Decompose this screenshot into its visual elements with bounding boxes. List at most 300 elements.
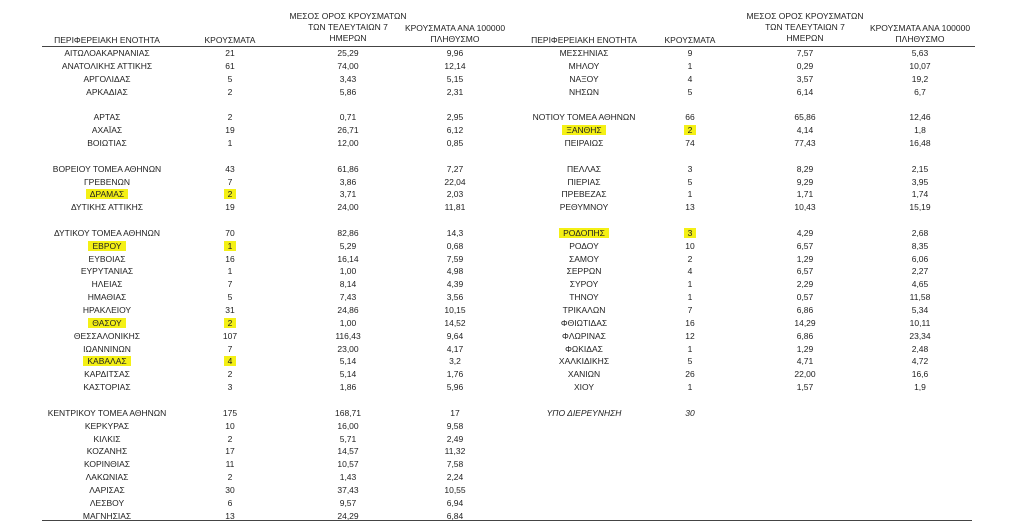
cell-region [519, 343, 649, 355]
table-row [0, 317, 1034, 329]
cell-avg7 [283, 433, 413, 445]
cell-per100k-text: 7,58 [446, 459, 464, 470]
cell-per100k-text: 10,07 [909, 60, 931, 71]
cell-per100k-text: 9,96 [446, 48, 464, 58]
right-header-avg7-line1: ΜΕΣΟΣ ΟΡΟΣ ΚΡΟΥΣΜΑΤΩΝ [746, 11, 864, 21]
cell-region-text: ΣΑΜΟΥ [568, 253, 599, 264]
cell-cases-text: 2 [224, 189, 237, 199]
cell-region [519, 60, 649, 72]
cell-region-text: ΤΡΙΚΑΛΩΝ [562, 305, 606, 315]
cell-region [42, 471, 172, 483]
cell-cases [655, 176, 725, 188]
cell-cases-text: 43 [225, 163, 235, 174]
cell-avg7-text: 7,57 [796, 48, 814, 58]
cell-per100k [395, 445, 515, 457]
cell-avg7 [740, 176, 870, 188]
cell-avg7-text: 9,29 [796, 176, 814, 187]
cell-avg7-text: 14,29 [794, 317, 816, 328]
cell-per100k [395, 484, 515, 496]
cell-avg7-text: 6,14 [796, 86, 814, 97]
cell-region [519, 86, 649, 98]
cell-region-text: ΠΕΙΡΑΙΩΣ [564, 137, 604, 148]
cell-cases-text: 19 [225, 202, 235, 213]
cell-per100k-text: 2,48 [911, 343, 929, 354]
table-row [0, 420, 1034, 432]
cell-cases-text: 2 [224, 318, 237, 328]
cell-avg7-text: 77,43 [794, 137, 816, 148]
cell-avg7-text: 3,57 [796, 73, 814, 84]
cell-cases-text: 6 [227, 497, 233, 508]
cell-cases [655, 240, 725, 252]
cell-per100k [860, 317, 980, 329]
cell-cases-text: 2 [227, 86, 233, 97]
cell-cases [655, 355, 725, 367]
cell-avg7-text: 10,43 [794, 202, 816, 213]
cell-region-text: ΑΡΤΑΣ [93, 112, 121, 123]
cell-cases [655, 343, 725, 355]
cell-avg7 [740, 227, 870, 239]
cell-avg7-text: 3,86 [339, 176, 357, 187]
cell-region [519, 163, 649, 175]
cell-per100k-text: 23,34 [909, 330, 931, 341]
cell-avg7-text: 24,29 [337, 510, 359, 521]
cell-per100k-text: 9,58 [446, 420, 464, 431]
cell-avg7-text: 10,57 [337, 459, 359, 470]
cell-per100k-text: 2,03 [446, 189, 464, 200]
cell-cases [655, 407, 725, 419]
cell-cases-text: 1 [687, 279, 693, 290]
cell-per100k-text: 3,95 [911, 176, 929, 187]
cell-region [519, 265, 649, 277]
cell-avg7 [740, 291, 870, 303]
cell-cases-text: 7 [227, 343, 233, 354]
cell-cases-text: 2 [227, 433, 233, 444]
cell-cases [655, 368, 725, 380]
cell-avg7-text: 6,57 [796, 266, 814, 277]
cell-avg7-text: 16,14 [337, 253, 359, 264]
cell-per100k-text: 7,59 [446, 253, 464, 264]
cell-per100k-text: 2,27 [911, 266, 929, 277]
cell-per100k-text: 10,11 [909, 317, 931, 328]
cell-avg7 [283, 471, 413, 483]
cell-region [42, 497, 172, 509]
cell-region-text: ΔΡΑΜΑΣ [86, 189, 128, 199]
cell-avg7 [740, 188, 870, 200]
cell-cases [195, 471, 265, 483]
cell-per100k-text: 2,49 [446, 433, 464, 444]
cell-per100k-text: 0,85 [446, 137, 464, 148]
cell-region [519, 240, 649, 252]
cell-region-text: ΗΜΑΘΙΑΣ [87, 292, 127, 303]
table-row [0, 433, 1034, 445]
cell-avg7-text: 0,71 [339, 112, 357, 123]
cell-avg7 [740, 355, 870, 367]
cell-avg7-text: 1,43 [339, 472, 357, 483]
cell-per100k [860, 163, 980, 175]
cell-per100k [860, 240, 980, 252]
cell-region [42, 420, 172, 432]
cell-per100k-text: 9,64 [446, 330, 464, 341]
cell-per100k-text: 2,95 [446, 112, 464, 123]
cell-cases-text: 31 [225, 305, 235, 315]
cell-avg7 [740, 330, 870, 342]
cell-cases-text: 1 [687, 60, 693, 71]
cell-per100k-text: 2,24 [446, 472, 464, 483]
cell-cases-text: 1 [227, 137, 233, 148]
cell-region [519, 201, 649, 213]
cell-per100k [860, 47, 980, 59]
cell-avg7 [740, 124, 870, 136]
right-header-avg7-line2: ΤΩΝ ΤΕΛΕΥΤΑΙΩΝ 7 [765, 22, 845, 32]
cell-avg7-text: 5,29 [339, 240, 357, 251]
table-row [0, 137, 1034, 149]
cell-region-text: ΗΡΑΚΛΕΙΟΥ [82, 305, 132, 315]
cell-region-text: ΒΟΡΕΙΟΥ ΤΟΜΕΑ ΑΘΗΝΩΝ [52, 163, 162, 174]
cell-per100k [395, 471, 515, 483]
cell-per100k [860, 304, 980, 316]
cell-region-text: ΡΟΔΟΠΗΣ [559, 228, 609, 238]
cell-per100k [860, 343, 980, 355]
table-row [0, 60, 1034, 72]
cell-cases-text: 4 [687, 73, 693, 84]
cell-avg7-text: 0,57 [796, 292, 814, 303]
cell-per100k-text: 5,34 [911, 305, 929, 315]
cell-per100k-text: 15,19 [909, 202, 931, 213]
cell-per100k [860, 381, 980, 393]
cell-avg7-text: 9,57 [339, 497, 357, 508]
cell-avg7 [283, 484, 413, 496]
cell-cases-text: 7 [687, 305, 693, 315]
cell-avg7-text: 14,57 [337, 446, 359, 457]
cell-cases-text: 7 [227, 279, 233, 290]
cell-per100k-text: 4,17 [446, 343, 464, 354]
cell-region-text: ΚΕΡΚΥΡΑΣ [84, 420, 130, 431]
cell-region-text: ΧΙΟΥ [573, 382, 595, 393]
cell-cases [655, 73, 725, 85]
table-row [0, 111, 1034, 123]
cell-avg7-text: 5,86 [339, 86, 357, 97]
cell-per100k-text: 14,52 [444, 317, 466, 328]
cell-cases [655, 317, 725, 329]
cell-region-text: ΝΗΣΩΝ [568, 86, 600, 97]
cell-avg7-text: 4,71 [796, 356, 814, 367]
cell-region-text: ΛΑΚΩΝΙΑΣ [85, 472, 129, 483]
cell-per100k [860, 330, 980, 342]
cell-region [42, 445, 172, 457]
cell-per100k [860, 137, 980, 149]
cell-cases-text: 30 [225, 484, 235, 495]
cell-cases-text: 30 [685, 407, 695, 418]
table-row [0, 240, 1034, 252]
cell-cases-text: 2 [227, 472, 233, 483]
cell-per100k-text: 6,84 [446, 510, 464, 521]
table-row [0, 227, 1034, 239]
cell-per100k [395, 420, 515, 432]
cell-region-text: ΚΟΖΑΝΗΣ [86, 446, 128, 457]
table-row [0, 304, 1034, 316]
cell-avg7-text: 0,29 [796, 60, 814, 71]
cell-avg7 [740, 201, 870, 213]
left-header-cases: ΚΡΟΥΣΜΑΤΑ [204, 35, 256, 45]
cell-avg7 [740, 47, 870, 59]
cell-region [519, 253, 649, 265]
cell-cases-text: 11 [225, 459, 235, 470]
cell-avg7 [740, 86, 870, 98]
cell-avg7-text: 16,00 [337, 420, 359, 431]
table-row [0, 73, 1034, 85]
cell-avg7-text: 23,00 [337, 343, 359, 354]
cell-per100k [395, 458, 515, 470]
cell-per100k-text: 2,68 [911, 227, 929, 238]
cell-cases-text: 13 [685, 202, 695, 213]
cell-avg7 [740, 73, 870, 85]
cell-avg7-text: 1,00 [339, 317, 357, 328]
cell-cases-text: 5 [687, 176, 693, 187]
cell-cases-text: 107 [222, 330, 238, 341]
cell-cases-text: 74 [685, 137, 695, 148]
cell-cases-text: 1 [687, 292, 693, 303]
cell-cases [655, 381, 725, 393]
cell-cases [195, 433, 265, 445]
table-row [0, 291, 1034, 303]
cell-avg7 [740, 368, 870, 380]
cell-region [519, 330, 649, 342]
cell-avg7-text: 74,00 [337, 60, 359, 71]
cell-cases-text: 5 [227, 292, 233, 303]
table-row [0, 407, 1034, 419]
cell-region [519, 407, 649, 419]
table-row [0, 445, 1034, 457]
cell-cases [655, 253, 725, 265]
table-row [0, 201, 1034, 213]
table-row [0, 471, 1034, 483]
cell-region [42, 484, 172, 496]
cell-region-text: ΑΡΓΟΛΙΔΑΣ [83, 73, 131, 84]
cell-region-text: ΥΠΟ ΔΙΕΡΕΥΝΗΣΗ [546, 407, 622, 418]
cell-region-text: ΙΩΑΝΝΙΝΩΝ [83, 343, 131, 354]
cell-cases-text: 66 [685, 112, 695, 123]
cell-cases-text: 5 [227, 73, 233, 84]
cell-per100k [860, 201, 980, 213]
cell-avg7-text: 24,86 [337, 305, 359, 315]
cell-region [519, 137, 649, 149]
cell-region [519, 111, 649, 123]
cell-cases [195, 497, 265, 509]
table-row [0, 484, 1034, 496]
cell-avg7-text: 65,86 [794, 112, 816, 123]
cell-cases [655, 111, 725, 123]
cell-per100k-text: 16,6 [911, 369, 929, 380]
cell-cases-text: 2 [227, 369, 233, 380]
cell-per100k-text: 3,2 [449, 356, 461, 367]
cell-region-text: ΧΑΛΚΙΔΙΚΗΣ [558, 356, 610, 367]
cell-avg7-text: 1,29 [796, 253, 814, 264]
cell-region-text: ΕΥΡΥΤΑΝΙΑΣ [80, 266, 134, 277]
left-header-avg7-line2: ΤΩΝ ΤΕΛΕΥΤΑΙΩΝ 7 [308, 22, 388, 32]
table-row [0, 253, 1034, 265]
table-row [0, 343, 1034, 355]
cell-cases [195, 420, 265, 432]
cell-region-text: ΛΕΣΒΟΥ [89, 497, 125, 508]
cell-region [519, 176, 649, 188]
cell-region-text: ΗΛΕΙΑΣ [91, 279, 123, 290]
cell-avg7-text: 5,14 [339, 356, 357, 367]
cell-cases [195, 458, 265, 470]
cell-per100k-text: 16,48 [909, 137, 931, 148]
cell-per100k-text: 6,7 [914, 86, 926, 97]
cell-region [519, 278, 649, 290]
cell-cases [655, 86, 725, 98]
cell-region [519, 73, 649, 85]
cell-region-text: ΜΗΛΟΥ [568, 60, 600, 71]
cell-per100k-text: 1,8 [914, 125, 926, 136]
cell-region-text: ΚΑΒΑΛΑΣ [83, 356, 130, 366]
cell-cases-text: 5 [687, 356, 693, 367]
cell-avg7-text: 116,43 [335, 330, 361, 341]
cell-cases-text: 3 [227, 382, 233, 393]
cell-cases-text: 3 [684, 228, 697, 238]
cell-avg7-text: 8,14 [339, 279, 357, 290]
cell-per100k [860, 368, 980, 380]
cell-avg7-text: 6,86 [796, 305, 814, 315]
cell-region [519, 47, 649, 59]
cell-per100k-text: 8,35 [911, 240, 929, 251]
left-header-avg7 [283, 11, 413, 44]
cell-avg7-text: 4,29 [796, 227, 814, 238]
right-header-per100k [860, 23, 980, 45]
cell-avg7-text: 25,29 [337, 48, 359, 58]
cell-cases [655, 60, 725, 72]
cell-avg7-text: 1,29 [796, 343, 814, 354]
cell-region [519, 317, 649, 329]
cell-per100k [860, 278, 980, 290]
cell-region-text: ΠΙΕΡΙΑΣ [567, 176, 601, 187]
cell-per100k-text: 22,04 [444, 176, 466, 187]
cell-cases-text: 19 [225, 125, 235, 136]
cell-per100k-text: 12,14 [444, 60, 466, 71]
cell-avg7 [283, 420, 413, 432]
cell-region-text: ΑΡΚΑΔΙΑΣ [86, 86, 128, 97]
cell-region [519, 227, 649, 239]
table-row [0, 47, 1034, 59]
cell-avg7-text: 5,71 [339, 433, 357, 444]
cell-avg7-text: 61,86 [337, 163, 359, 174]
cell-cases [195, 484, 265, 496]
table-row [0, 86, 1034, 98]
cell-per100k-text: 6,06 [911, 253, 929, 264]
cell-region-text: ΒΟΙΩΤΙΑΣ [87, 137, 127, 148]
cell-per100k-text: 11,32 [444, 446, 466, 457]
cell-per100k [860, 176, 980, 188]
cell-cases [655, 47, 725, 59]
cell-avg7 [740, 253, 870, 265]
cell-per100k-text: 4,72 [911, 356, 929, 367]
bottom-rule [42, 520, 972, 521]
cell-per100k [860, 188, 980, 200]
cell-per100k-text: 5,15 [446, 73, 464, 84]
cell-per100k-text: 4,39 [446, 279, 464, 290]
right-header-region: ΠΕΡΙΦΕΡΕΙΑΚΗ ΕΝΟΤΗΤΑ [531, 35, 637, 45]
cell-per100k-text: 14,3 [446, 227, 464, 238]
cell-cases [655, 124, 725, 136]
cell-avg7 [740, 163, 870, 175]
cell-per100k [860, 227, 980, 239]
cell-per100k-text: 1,76 [446, 369, 464, 380]
cell-region-text: ΠΕΛΛΑΣ [566, 163, 602, 174]
left-header-avg7-line1: ΜΕΣΟΣ ΟΡΟΣ ΚΡΟΥΣΜΑΤΩΝ [289, 11, 407, 21]
table-row [0, 355, 1034, 367]
cell-per100k [860, 73, 980, 85]
left-header-per100k-line1: ΚΡΟΥΣΜΑΤΑ ΑΝΑ 100000 [404, 23, 506, 33]
cell-region-text: ΕΒΡΟΥ [88, 241, 125, 251]
cell-region-text: ΓΡΕΒΕΝΩΝ [84, 176, 130, 187]
cell-avg7 [740, 111, 870, 123]
cell-region [519, 355, 649, 367]
cell-region-text: ΚΕΝΤΡΙΚΟΥ ΤΟΜΕΑ ΑΘΗΝΩΝ [47, 407, 167, 418]
cell-avg7 [740, 304, 870, 316]
cell-cases-text: 26 [685, 369, 695, 380]
cell-cases-text: 9 [687, 48, 693, 58]
table-row [0, 368, 1034, 380]
cell-region-text: ΘΕΣΣΑΛΟΝΙΚΗΣ [73, 330, 141, 341]
cell-per100k-text: 19,2 [911, 73, 929, 84]
cell-cases [655, 278, 725, 290]
right-header-cases: ΚΡΟΥΣΜΑΤΑ [664, 35, 716, 45]
cell-cases [195, 445, 265, 457]
cell-per100k [860, 60, 980, 72]
cell-cases-text: 1 [687, 382, 693, 393]
cell-region-text: ΡΕΘΥΜΝΟΥ [559, 202, 609, 213]
cell-avg7 [740, 317, 870, 329]
cell-per100k-text: 4,65 [911, 279, 929, 290]
table-row [0, 188, 1034, 200]
cell-region [519, 381, 649, 393]
cell-region-text: ΚΙΛΚΙΣ [93, 433, 121, 444]
cell-region [519, 368, 649, 380]
cell-region-text: ΦΩΚΙΔΑΣ [565, 343, 603, 354]
cell-avg7 [740, 137, 870, 149]
cell-avg7-text: 6,57 [796, 240, 814, 251]
cell-avg7 [283, 445, 413, 457]
cell-avg7-text: 6,86 [796, 330, 814, 341]
cell-cases-text: 4 [687, 266, 693, 277]
cell-cases [655, 163, 725, 175]
cell-cases-text: 4 [224, 356, 237, 366]
cell-avg7-text: 2,29 [796, 279, 814, 290]
cell-avg7-text: 24,00 [337, 202, 359, 213]
cell-per100k-text: 7,27 [446, 163, 464, 174]
cell-avg7-text: 7,43 [339, 292, 357, 303]
cell-region-text: ΤΗΝΟΥ [569, 292, 599, 303]
cell-cases-text: 175 [222, 407, 238, 418]
cell-per100k [860, 291, 980, 303]
cell-per100k-text: 1,74 [911, 189, 929, 200]
cell-region [519, 188, 649, 200]
cell-per100k-text: 6,94 [446, 497, 464, 508]
cell-cases [655, 201, 725, 213]
cell-avg7-text: 8,29 [796, 163, 814, 174]
cell-region-text: ΜΕΣΣΗΝΙΑΣ [559, 48, 609, 58]
left-header-per100k [395, 23, 515, 45]
cell-per100k-text: 6,12 [446, 125, 464, 136]
cell-cases-text: 13 [225, 510, 235, 521]
cell-cases-text: 7 [227, 176, 233, 187]
cell-per100k [395, 433, 515, 445]
cell-cases-text: 17 [225, 446, 235, 457]
table-row [0, 458, 1034, 470]
cell-avg7-text: 26,71 [337, 125, 359, 136]
cell-avg7-text: 82,86 [337, 227, 359, 238]
